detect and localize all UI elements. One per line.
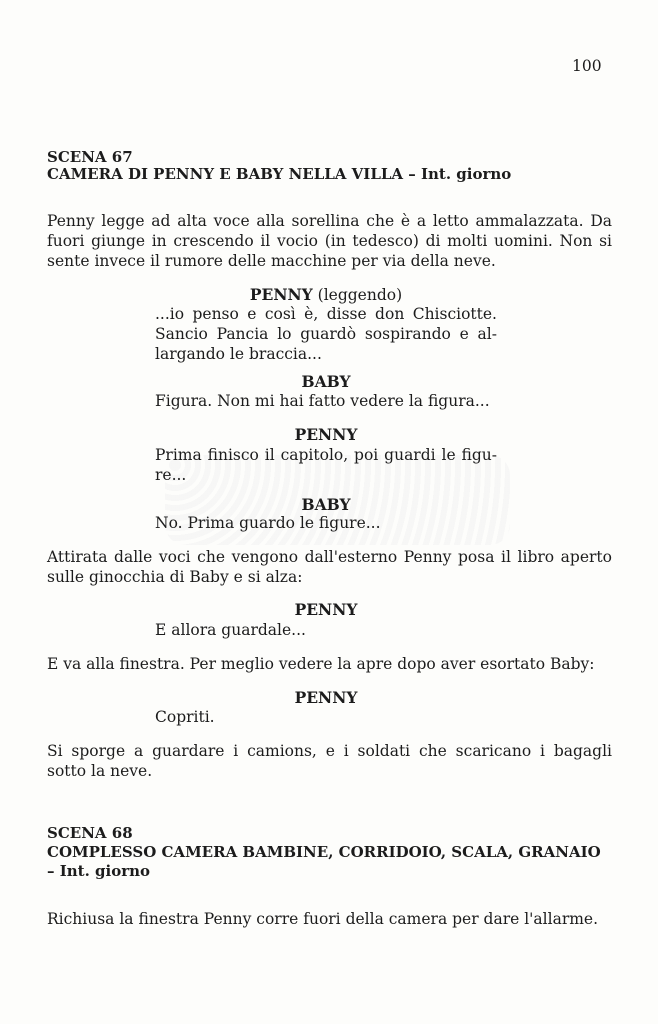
scene-68-number: SCENA 68 xyxy=(47,824,133,842)
dialogue-speaker xyxy=(155,285,497,305)
action-line: fuori giunge in crescendo il vocio (in tedesco) di molti uomini. Non si xyxy=(47,232,612,250)
speaker-name: BABY xyxy=(301,372,351,391)
dialogue-line: E allora guardale... xyxy=(155,621,306,639)
dialogue-line: ...io penso e così è, disse don Chisciotte. xyxy=(155,305,497,323)
action-line: sotto la neve. xyxy=(47,762,153,780)
action-line: Penny legge ad alta voce alla sorellina che è a letto ammalazzata. Da xyxy=(47,212,612,230)
dialogue-line: Sancio Pancia lo guardò sospirando e al- xyxy=(155,325,497,343)
dialogue-line: Copriti. xyxy=(155,708,215,726)
speaker-name: PENNY xyxy=(294,688,358,707)
dialogue-line: No. Prima guardo le figure... xyxy=(155,514,381,532)
action-line: Attirata dalle voci che vengono dall'esterno Penny posa il libro aperto xyxy=(47,548,612,566)
scene-67-number: SCENA 67 xyxy=(47,148,133,166)
action-line: E va alla finestra. Per meglio vedere la apre dopo aver esortato Baby: xyxy=(47,655,595,673)
page-number: 100 xyxy=(572,57,602,75)
scene-68-heading: COMPLESSO CAMERA BAMBINE, CORRIDOIO, SCALA, GRANAIO xyxy=(47,843,601,861)
action-line: sulle ginocchia di Baby e si alza: xyxy=(47,568,303,586)
parenthetical: (leggendo) xyxy=(312,286,403,304)
scene-68-heading: – Int. giorno xyxy=(47,862,151,880)
speaker-name: PENNY xyxy=(294,600,358,619)
dialogue-line: Figura. Non mi hai fatto vedere la figura... xyxy=(155,392,490,410)
speaker-name: PENNY xyxy=(249,285,313,304)
dialogue-line: re... xyxy=(155,466,187,484)
action-line: Si sporge a guardare i camions, e i soldati che scaricano i bagagli xyxy=(47,742,612,760)
speaker-name: BABY xyxy=(301,495,351,514)
action-line: Richiusa la finestra Penny corre fuori della camera per dare l'allarme. xyxy=(47,910,599,928)
speaker-name: PENNY xyxy=(294,425,358,444)
action-line: sente invece il rumore delle macchine per via della neve. xyxy=(47,252,496,270)
scene-67-heading: CAMERA DI PENNY E BABY NELLA VILLA – Int. giorno xyxy=(47,165,512,183)
dialogue-line: Prima finisco il capitolo, poi guardi le figu- xyxy=(155,446,497,464)
dialogue-line: largando le braccia... xyxy=(155,345,322,363)
